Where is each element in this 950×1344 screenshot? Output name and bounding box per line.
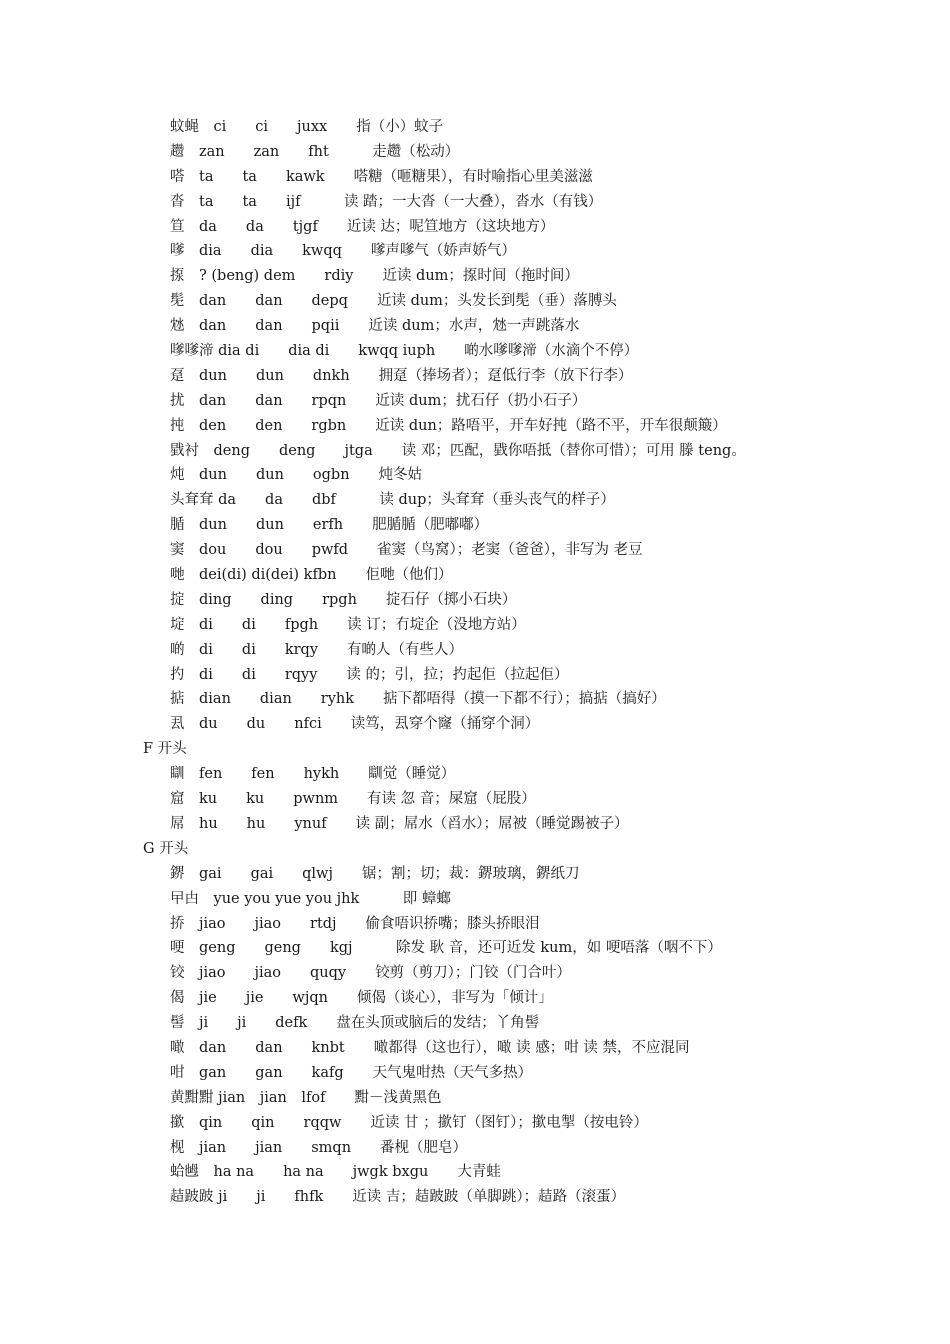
dictionary-entry: 厾 du du nfci 读笃，厾穿个窿（捅穿个洞） <box>170 716 540 733</box>
dictionary-entry: 蚊蝇 ci ci juxx 指（小）蚊子 <box>170 119 444 135</box>
dictionary-entry: 嗲 dia dia kwqq 嗲声嗲气（娇声娇气） <box>170 243 516 260</box>
dictionary-entry: 揼 ? (beng) dem rdiy 近读 dum；揼时间（拖时间） <box>170 268 579 285</box>
dictionary-entry: 屌 hu hu ynuf 读 副；屌水（舀水）；屌被（睡觉踢被子） <box>170 815 629 832</box>
dictionary-entry: 咁 gan gan kafg 天气鬼咁热（天气多热） <box>170 1064 533 1081</box>
dictionary-entry: 窟 ku ku pwnm 有读 忽 音；屎窟（屁股） <box>170 791 536 808</box>
dictionary-entry: 枧 jian jian smqn 番枧（肥皂） <box>170 1139 468 1156</box>
dictionary-entry: 炖 dun dun ogbn 炖冬姑 <box>170 467 423 484</box>
dictionary-entry: 铰 jiao jiao quqy 铰剪（剪刀）；门铰（门合叶） <box>170 965 571 982</box>
section-heading: F 开头 <box>143 741 187 758</box>
dictionary-entry: 挢 jiao jiao rtdj 偷食唔识挢嘴；膝头挢眼泪 <box>170 915 540 932</box>
dictionary-entry: 扚 di di rqyy 读 的；引，拉；扚起佢（拉起佢） <box>170 666 569 683</box>
dictionary-entry: 扽 den den rgbn 近读 dun；路唔平，开车好扽（路不平，开车很颠簸） <box>170 417 727 434</box>
dictionary-entry: 髧 dan dan depq 近读 dum；头发长到髧（垂）落膊头 <box>170 293 617 310</box>
dictionary-entry: 瞓 fen fen hykh 瞓觉（睡觉） <box>170 766 456 783</box>
dictionary-entry: 沊 dan dan pqii 近读 dum；水声，沊一声跳落水 <box>170 318 580 335</box>
dictionary-entry: 扰 dan dan rpqn 近读 dum；扰石仔（扔小石子） <box>170 392 587 409</box>
dictionary-entry: 撳 qin qin rqqw 近读 甘 ；撳钉（图钉）；撳电掣（按电铃） <box>170 1114 648 1131</box>
dictionary-entry: 嗲嗲渧 dia di dia di kwqq iuph 啲水嗲嗲渧（水滴个不停） <box>170 343 639 360</box>
dictionary-entry: 黄黚黚 jian jian lfof 黚－浅黄黑色 <box>170 1089 442 1106</box>
dictionary-entry: 掟 ding ding rpgh 掟石仔（掷小石块） <box>170 591 517 608</box>
dictionary-entry: 趌跛跛 ji ji fhfk 近读 吉；趌跛跛（单脚跳）；趌路（滚蛋） <box>170 1189 626 1206</box>
dictionary-entry: 趱 zan zan fht 走趱（松动） <box>170 143 460 160</box>
dictionary-entry: 哋 dei(di) di(dei) kfbn 佢哋（他们） <box>170 567 453 584</box>
dictionary-entry: 髻 ji ji defk 盘在头顶或脑后的发结；丫角髻 <box>170 1015 540 1032</box>
dictionary-entry: 沓 ta ta ijf 读 踏；一大沓（一大叠），沓水（有钱） <box>170 193 603 210</box>
dictionary-entry: 偈 jie jie wjqn 倾偈（谈心），非写为「倾计」 <box>170 990 553 1007</box>
dictionary-entry: 蛤乸 ha na ha na jwgk bxgu 大青蛙 <box>170 1164 501 1181</box>
dictionary-entry: 窦 dou dou pwfd 雀窦（鸟窝）；老窦（爸爸），非写为 老豆 <box>170 542 643 559</box>
dictionary-entry: 哽 geng geng kgj 除发 耿 音，还可近发 kum，如 哽唔落（咽不下） <box>170 940 722 957</box>
dictionary-entry: 戥衬 deng deng jtga 读 邓；匹配，戥你唔抵（替你可惜）；可用 滕 teng。 <box>170 442 746 459</box>
dictionary-entry: 掂 dian dian ryhk 掂下都唔得（摸一下都不行）；搞掂（搞好） <box>170 691 666 708</box>
dictionary-entry: 鎅 gai gai qlwj 锯；割；切；裁：鎅玻璃，鎅纸刀 <box>170 865 580 882</box>
dictionary-entry: 头耷耷 da da dbf 读 dup；头耷耷（垂头丧气的样子） <box>170 492 615 509</box>
section-heading: G 开头 <box>143 840 189 857</box>
dictionary-entry: 笪 da da tjgf 近读 达；呢笪地方（这块地方） <box>170 218 555 235</box>
dictionary-entry: 腯 dun dun erfh 肥腯腯（肥嘟嘟） <box>170 517 489 534</box>
dictionary-entry: 埞 di di fpgh 读 订；冇埞企（没地方站） <box>170 616 526 633</box>
dictionary-entry: 趸 dun dun dnkh 拥趸（捧场者）；趸低行李（放下行李） <box>170 367 633 384</box>
dictionary-entry: 噉 dan dan knbt 噉都得（这也行），噉 读 感；咁 读 禁，不应混同 <box>170 1039 690 1056</box>
dictionary-entry: 曱甴 yue you yue you jhk 即 蟑螂 <box>170 890 451 907</box>
document-page <box>0 115 950 1210</box>
dictionary-entry: 嗒 ta ta kawk 嗒糖（咂糖果），有时喻指心里美滋滋 <box>170 168 593 185</box>
dictionary-entry: 啲 di di krqy 有啲人（有些人） <box>170 641 464 658</box>
